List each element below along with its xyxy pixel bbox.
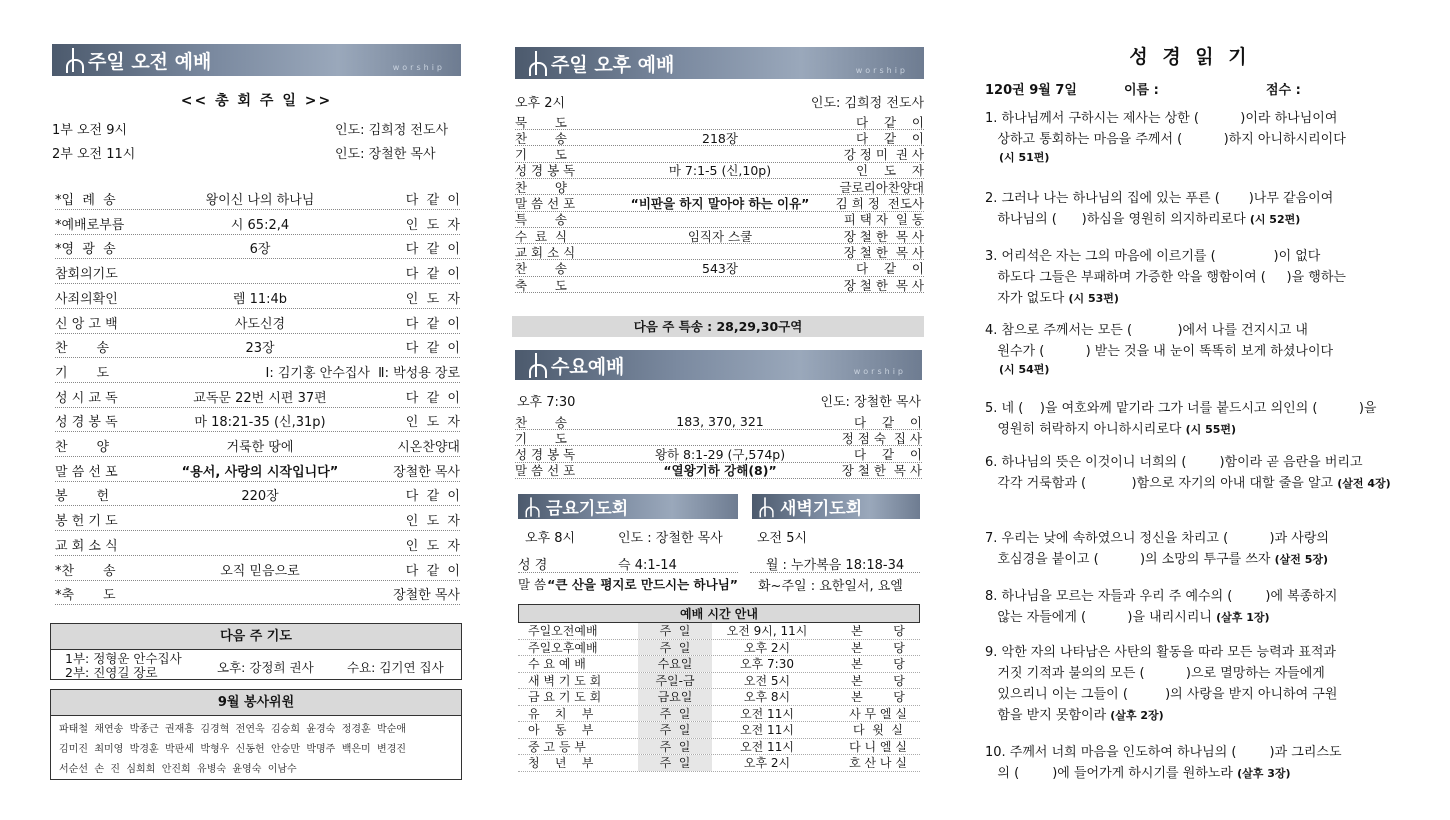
order-content: 543장 [702, 261, 738, 277]
order-row [55, 410, 460, 432]
morning-banner-title: 주일 오전 예배 [88, 50, 212, 73]
order-person: 인 도 자 [855, 163, 924, 179]
schedule-day: 주 일 [638, 623, 712, 639]
question-line: 10. 주께서 너희 마음을 인도하여 하나님의 ( )과 그리스도 [985, 745, 1342, 760]
afternoon-leader: 인도: 김희정 전도사 [810, 96, 924, 111]
friday-time: 오후 8시 [525, 531, 576, 546]
reading-question [985, 586, 1397, 628]
schedule-time: 오전 5시 [743, 673, 791, 688]
order-row [515, 244, 924, 260]
order-row [55, 188, 460, 210]
order-row [55, 287, 460, 309]
order-row [55, 361, 460, 383]
dawn-tue-sun: 화~주일 : 요한일서, 요엘 [758, 579, 903, 594]
reading-name-label: 이름 : [1124, 83, 1159, 98]
schedule-name: 아 동 부 [528, 723, 594, 737]
question-line: 함을 받지 못함이라 (살후 2장) [985, 708, 1164, 723]
schedule-time: 오전 9시, 11시 [726, 624, 808, 638]
schedule-name: 청 년 부 [528, 756, 594, 770]
schedule-place: 본 당 [851, 690, 905, 704]
cross-icon [527, 51, 545, 75]
schedule-time: 오후 2시 [743, 756, 791, 770]
order-content: 오직 믿음으로 [220, 563, 300, 579]
order-content: “용서, 사랑의 시작입니다” [181, 464, 339, 480]
schedule-time: 오후 7:30 [740, 657, 794, 671]
order-row [515, 228, 924, 244]
question-line: 의 ( )에 들어가게 하시기를 원하노라 (살후 3장) [985, 766, 1291, 781]
order-person: 다 같 이 [405, 316, 460, 332]
morning-watermark: worship [392, 63, 445, 72]
order-content: 마 18:21-35 (신,31p) [194, 415, 326, 431]
schedule-time: 오전 11시 [740, 739, 794, 754]
question-line: 있으리니 이는 그들이 ( )의 사랑을 받지 아니하여 구원 [985, 687, 1338, 702]
wednesday-watermark: worship [853, 367, 906, 376]
order-item: 기 도 [515, 147, 567, 163]
order-person: 김 희 정 전도사 [835, 196, 924, 211]
order-person: 장철한 목사 [393, 464, 460, 480]
order-person: 인 도 자 [405, 217, 460, 233]
order-item: *찬 송 [55, 563, 116, 579]
wednesday-banner-title: 수요예배 [551, 355, 625, 378]
schedule-place: 본 당 [851, 640, 905, 655]
order-item: 성 경 봉 독 [515, 163, 576, 179]
afternoon-watermark: worship [855, 66, 908, 75]
order-person: 인 도 자 [405, 415, 460, 431]
question-ref: (시 51편) [999, 151, 1050, 164]
order-item: *영 광 송 [55, 242, 116, 258]
order-item: 봉 헌 [55, 489, 110, 505]
order-content: 거룩한 땅에 [226, 440, 294, 455]
order-item: 기 도 [515, 430, 567, 446]
order-row [515, 261, 924, 277]
order-content: 왕이신 나의 하나님 [205, 193, 315, 208]
schedule-rows [518, 623, 920, 772]
order-row [55, 460, 460, 482]
order-item: 말 씀 선 포 [515, 463, 576, 479]
order-row [55, 262, 460, 284]
reading-question [985, 452, 1397, 494]
schedule-name: 중 고 등 부 [528, 739, 586, 754]
question-ref: (시 52편) [1249, 213, 1301, 226]
schedule-time: 오전 11시 [740, 723, 794, 737]
order-row [55, 583, 460, 605]
schedule-place: 본 당 [851, 657, 905, 671]
cross-icon [64, 48, 82, 72]
question-ref: (살전 5장) [1274, 553, 1329, 566]
order-item: 신 앙 고 백 [55, 316, 118, 332]
order-item: 말 씀 선 포 [515, 196, 576, 211]
order-row [515, 463, 922, 479]
order-row [55, 559, 460, 581]
order-person: 다 같 이 [405, 341, 460, 357]
order-row [515, 414, 922, 430]
order-content: 시 65:2,4 [230, 217, 290, 233]
question-line: 하나님의 ( )하심을 영원히 의지하리로다 (시 52편) [985, 212, 1301, 227]
order-person: 장 철 한 목 사 [843, 277, 924, 293]
volunteers-title: 9월 봉사위원 [51, 690, 461, 716]
order-person: 정 점 숙 집 사 [841, 430, 922, 446]
volunteer-row: 서순선 손 진 심희희 안진희 유병숙 윤영숙 이남수 [59, 764, 297, 775]
service-time: 2부 오전 11시 [52, 147, 136, 162]
order-item: 교 회 소 식 [515, 244, 576, 260]
question-ref: (시 55편) [1185, 423, 1237, 436]
order-item: 기 도 [55, 365, 110, 381]
next-prayer-title: 다음 주 기도 [51, 624, 461, 650]
cross-icon [527, 353, 545, 377]
order-person: 장 철 한 목 사 [843, 244, 924, 260]
schedule-day: 주 일 [638, 755, 712, 771]
friday-leader: 인도 : 장철한 목사 [618, 531, 723, 546]
service-leader: 인도: 김희정 전도사 [335, 123, 449, 138]
friday-sermon: “큰 산을 평지로 만드시는 하나님” [547, 577, 738, 592]
volunteers-box [50, 689, 462, 780]
order-row [55, 213, 460, 235]
friday-sermon-label: 말 씀 [518, 577, 547, 592]
question-line: 2. 그러나 나는 하나님의 집에 있는 푸른 ( )나무 같음이여 [985, 191, 1334, 206]
schedule-place: 본 당 [851, 624, 905, 638]
order-row [515, 277, 924, 293]
question-ref: (살후 2장) [1110, 709, 1164, 722]
schedule-time: 오전 11시 [740, 706, 794, 721]
question-line: 8. 하나님을 모르는 자들과 우리 주 예수의 ( )에 복종하지 [985, 589, 1338, 604]
schedule-row [518, 755, 920, 772]
order-row [55, 237, 460, 259]
order-person: 다 같 이 [405, 267, 460, 283]
reading-question [985, 398, 1397, 440]
question-ref-line [985, 150, 1397, 166]
friday-scripture-label: 성 경 [518, 558, 548, 573]
order-item: 묵 도 [515, 114, 567, 130]
question-line: 않는 자들에게 ( )을 내리시리니 (살후 1장) [985, 610, 1270, 625]
reading-question [985, 742, 1397, 784]
friday-scripture: 슥 4:1-14 [618, 558, 677, 573]
question-line: 거짓 기적과 불의의 모든 ( )으로 멸망하는 자들에게 [985, 666, 1325, 681]
order-row [55, 336, 460, 358]
order-content: 23장 [245, 341, 275, 357]
order-row [515, 447, 922, 463]
question-line: 상하고 통회하는 마음을 주께서 ( )하지 아니하시리이다 [985, 132, 1346, 147]
order-row [55, 534, 460, 556]
question-ref-line [985, 362, 1397, 378]
schedule-name: 주일오후예배 [528, 640, 598, 655]
question-line: 각각 거룩함과 ( )함으로 자기의 아내 대할 줄을 알고 (살전 4장) [985, 476, 1391, 491]
order-person: 장 철 한 목 사 [843, 228, 924, 244]
schedule-name: 새 벽 기 도 회 [528, 673, 602, 688]
afternoon-banner [515, 47, 924, 79]
schedule-name: 주일오전예배 [528, 624, 598, 638]
question-line: 5. 네 ( )을 여호와께 맡기라 그가 너를 붙드시고 의인의 ( )을 [985, 401, 1377, 416]
volunteer-row: 김미진 최미영 박경훈 박판세 박형우 신동헌 안승만 박명주 백은미 변경진 [59, 744, 407, 755]
wednesday-leader: 인도: 장철한 목사 [820, 395, 921, 410]
friday-scripture-row [518, 555, 738, 573]
afternoon-banner-title: 주일 오후 예배 [551, 53, 675, 76]
order-item: 찬 송 [515, 414, 567, 430]
order-person: 장철한 목사 [393, 588, 460, 604]
schedule-place: 다 윗 실 [852, 723, 904, 737]
order-item: 참회의기도 [55, 267, 118, 283]
service-leader: 인도: 장철한 목사 [335, 147, 436, 162]
schedule-name: 유 치 부 [528, 706, 594, 721]
schedule-place: 다 니 엘 실 [849, 739, 907, 754]
order-item: *입 례 송 [55, 193, 116, 208]
order-row [55, 435, 460, 457]
order-item: 찬 송 [515, 130, 567, 146]
order-person: 다 같 이 [405, 563, 460, 579]
reading-question [985, 642, 1397, 726]
order-content: Ⅰ: 김기홍 안수집사 Ⅱ: 박성용 장로 [265, 365, 460, 381]
dawn-banner [752, 494, 920, 519]
order-row [55, 386, 460, 408]
order-person: 다 같 이 [853, 447, 922, 463]
order-content: “열왕기하 강해(8)” [663, 463, 777, 479]
volunteer-row: 파태철 채연송 박종근 권재흥 김경혁 전연욱 김승희 윤경숙 정경훈 박순애 [59, 724, 407, 735]
order-row [515, 163, 924, 179]
question-line: 1. 하나님께서 구하시는 제사는 상한 ( )이라 하나님이여 [985, 111, 1338, 126]
question-ref: (살전 4장) [1337, 477, 1391, 490]
schedule-place: 사 무 엘 실 [849, 706, 907, 721]
cross-icon [524, 497, 538, 516]
order-row [55, 509, 460, 531]
question-ref: (살후 3장) [1237, 767, 1291, 780]
schedule-time: 오후 8시 [743, 690, 791, 704]
schedule-row [518, 640, 920, 657]
schedule-name: 수 요 예 배 [528, 657, 586, 671]
schedule-row [518, 623, 920, 640]
order-content: 6장 [249, 242, 271, 258]
reading-title: 성 경 읽 기 [1129, 46, 1251, 68]
schedule-time: 오후 2시 [743, 640, 791, 655]
order-person: 피 택 자 일 동 [843, 212, 924, 228]
service-time: 1부 오전 9시 [52, 123, 128, 138]
schedule-row [518, 656, 920, 673]
question-ref: (살후 1장) [1216, 611, 1270, 624]
order-content: 임직자 스쿨 [687, 228, 753, 244]
order-person: 다 같 이 [405, 193, 460, 208]
schedule-title: 예배 시간 안내 [518, 604, 920, 623]
order-item: 성 경 봉 독 [55, 415, 118, 431]
order-item: 사죄의확인 [55, 291, 118, 307]
order-person: 다 같 이 [855, 261, 924, 277]
reading-score-label: 점수 : [1266, 83, 1301, 98]
order-person: 다 같 이 [405, 242, 460, 258]
order-item: 봉 헌 기 도 [55, 514, 118, 530]
schedule-name: 금 요 기 도 회 [528, 690, 602, 704]
next-prayer-afternoon: 오후: 강정희 권사 [217, 660, 314, 675]
dawn-time: 오전 5시 [757, 531, 808, 546]
schedule-day: 수요일 [638, 656, 712, 672]
question-line: 3. 어리석은 자는 그의 마음에 이르기를 ( )이 없다 [985, 249, 1321, 264]
reading-question [985, 108, 1397, 166]
order-content: 183, 370, 321 [676, 414, 764, 429]
order-content: 220장 [241, 489, 279, 505]
dawn-mon: 월 : 누가복음 18:18-34 [750, 555, 920, 573]
morning-subtitle: << 총 회 주 일 >> [180, 93, 333, 109]
schedule-day: 주 일 [638, 706, 712, 722]
order-person: 글로리아찬양대 [839, 179, 924, 195]
reading-question [985, 188, 1397, 230]
order-row [515, 196, 924, 212]
order-row [55, 312, 460, 334]
order-item: *예배로부름 [55, 217, 125, 233]
order-item: 찬 송 [515, 261, 567, 277]
order-item: 수 료 식 [515, 228, 568, 244]
order-row [515, 212, 924, 228]
order-row [515, 430, 922, 446]
order-person: 인 도 자 [405, 514, 460, 530]
reading-volume: 120권 9월 7일 [985, 83, 1077, 98]
question-line: 영원히 허락하지 아니하시리로다 (시 55편) [985, 422, 1237, 437]
friday-sermon-row [518, 575, 738, 593]
next-prayer-line1: 1부: 정형운 안수집사 [65, 651, 182, 666]
schedule-box [518, 604, 920, 777]
morning-banner [52, 44, 461, 76]
reading-question [985, 246, 1397, 309]
order-content: 218장 [702, 130, 738, 146]
order-content: 사도신경 [234, 316, 286, 332]
order-content: 교독문 22번 시편 37편 [193, 390, 327, 406]
order-item: 축 도 [515, 277, 567, 293]
order-person: 강 정 미 권 사 [843, 147, 924, 163]
order-item: 성 시 교 독 [55, 390, 118, 406]
question-line: 6. 하나님의 뜻은 이것이니 너희의 ( )함이라 곧 음란을 버리고 [985, 455, 1363, 470]
schedule-row [518, 673, 920, 690]
order-person: 인 도 자 [405, 291, 460, 307]
schedule-day: 주 일 [638, 722, 712, 738]
order-row [515, 114, 924, 130]
question-line: 자가 없도다 (시 53편) [985, 291, 1119, 306]
schedule-day: 주 일 [638, 640, 712, 656]
schedule-row [518, 739, 920, 756]
order-row [515, 147, 924, 163]
volunteer-names [51, 716, 461, 784]
order-person: 다 같 이 [405, 390, 460, 406]
schedule-day: 금요일 [638, 689, 712, 705]
order-item: 찬 양 [55, 440, 110, 455]
order-content: “비판을 하지 말아야 하는 이유” [630, 196, 810, 211]
order-item: 교 회 소 식 [55, 538, 118, 554]
afternoon-time: 오후 2시 [515, 96, 566, 111]
order-person: 다 같 이 [855, 130, 924, 146]
order-row [55, 484, 460, 506]
question-line: 4. 참으로 주께서는 모든 ( )에서 나를 건지시고 내 [985, 323, 1308, 338]
order-item: 찬 송 [55, 341, 110, 357]
order-content: 마 7:1-5 (신,10p) [668, 163, 772, 179]
order-row [515, 130, 924, 146]
order-person: 다 같 이 [855, 114, 924, 130]
schedule-row [518, 689, 920, 706]
schedule-day: 주 일 [638, 739, 712, 755]
order-person: 시온찬양대 [397, 440, 460, 455]
order-person: 장 철 한 목 사 [841, 463, 922, 479]
question-line: 7. 우리는 낮에 속하였으니 정신을 차리고 ( )과 사랑의 [985, 531, 1329, 546]
schedule-place: 본 당 [851, 673, 905, 688]
next-prayer-box [50, 623, 462, 680]
question-ref: (시 54편) [999, 363, 1050, 376]
reading-question [985, 528, 1397, 570]
schedule-place: 호 산 나 실 [849, 756, 907, 770]
wednesday-time: 오후 7:30 [517, 395, 576, 410]
order-item: 특 송 [515, 212, 567, 228]
special-song: 다음 주 특송 : 28,29,30구역 [512, 316, 924, 337]
order-content: 렘 11:4b [232, 291, 288, 307]
cross-icon [758, 497, 772, 516]
order-person: 다 같 이 [853, 414, 922, 430]
order-content: 왕하 8:1-29 (구,574p) [654, 447, 786, 463]
order-item: 찬 양 [515, 179, 567, 195]
reading-question [985, 320, 1397, 378]
question-line: 호심경을 붙이고 ( )의 소망의 투구를 쓰자 (살전 5장) [985, 552, 1329, 567]
question-line: 하도다 그들은 부패하며 가증한 악을 행함이여 ( )을 행하는 [985, 270, 1346, 285]
schedule-row [518, 706, 920, 723]
next-prayer-wednesday: 수요: 김기연 집사 [347, 660, 444, 675]
dawn-banner-title: 새벽기도회 [780, 499, 863, 519]
order-item: 말 씀 선 포 [55, 464, 118, 480]
question-ref: (시 53편) [1068, 292, 1119, 305]
friday-banner [518, 494, 738, 519]
order-row [515, 179, 924, 195]
schedule-row [518, 722, 920, 739]
question-line: 원수가 ( ) 받는 것을 내 눈이 똑똑히 보게 하셨나이다 [985, 344, 1334, 359]
next-prayer-line2: 2부: 진영길 장로 [65, 665, 158, 680]
question-line: 9. 악한 자의 나타남은 사탄의 활동을 따라 모든 능력과 표적과 [985, 645, 1336, 660]
friday-banner-title: 금요기도회 [546, 499, 629, 519]
order-item: *축 도 [55, 588, 116, 604]
wednesday-banner [515, 350, 922, 380]
order-person: 다 같 이 [405, 489, 460, 505]
order-item: 성 경 봉 독 [515, 447, 576, 463]
order-person: 인 도 자 [405, 538, 460, 554]
schedule-day: 주일-금 [638, 673, 712, 689]
